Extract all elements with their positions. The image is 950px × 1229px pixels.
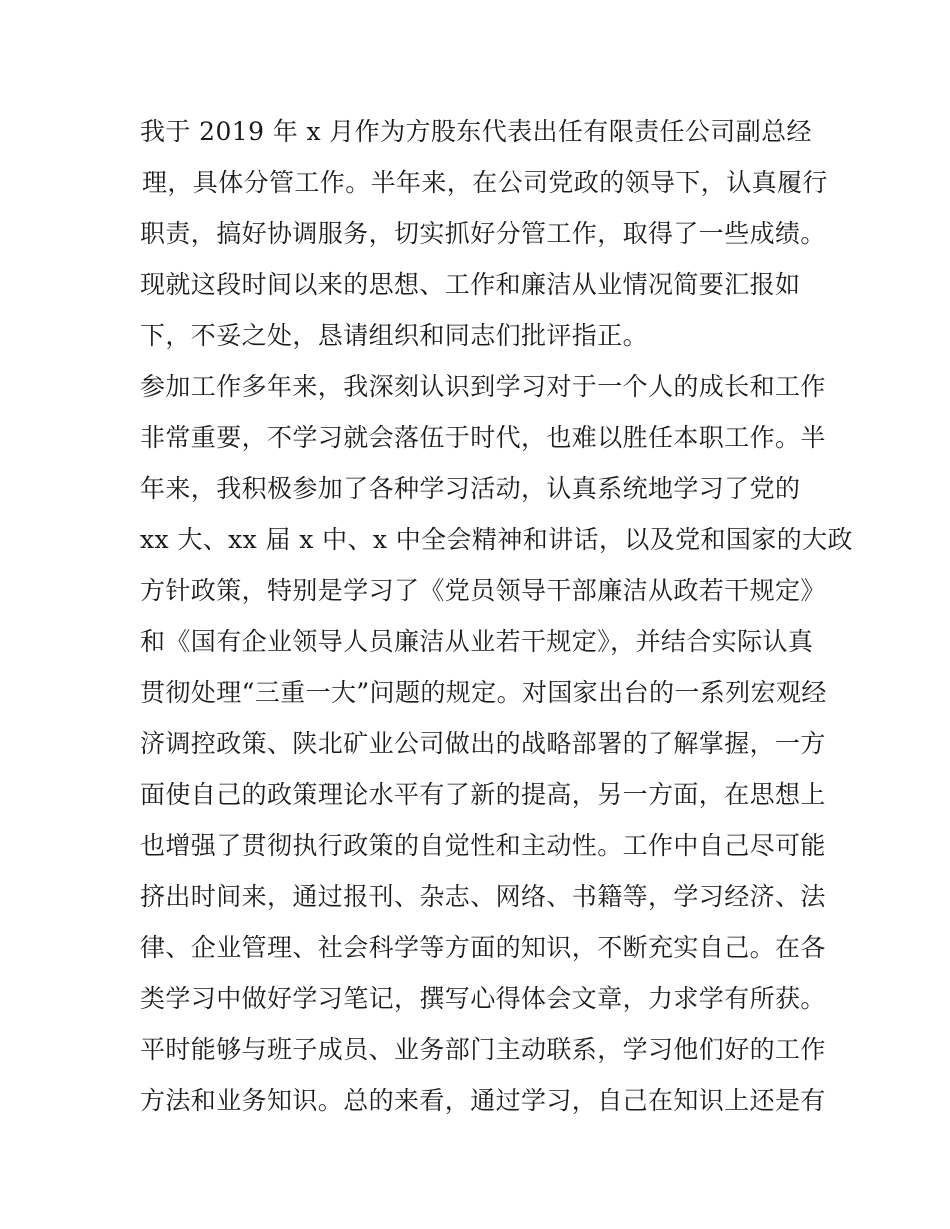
paragraph-1 xyxy=(140,106,830,361)
paragraph-line: 和《国有企业领导人员廉洁从业若干规定》，并结合实际认真 xyxy=(140,627,814,656)
paragraph-line: 平时能够与班子成员、业务部门主动联系，学习他们好的工作 xyxy=(140,1035,826,1064)
paragraph-line: 类学习中做好学习笔记，撰写心得体会文章，力求学有所获。 xyxy=(140,984,826,1013)
paragraph-line: 理，具体分管工作。半年来，在公司党政的领导下，认真履行 xyxy=(142,168,828,197)
paragraph-line: 我于 2019 年 x 月作为方股东代表出任有限责任公司副总经 xyxy=(140,117,812,146)
paragraph-2 xyxy=(140,361,853,1126)
paragraph-line: 也增强了贯彻执行政策的自觉性和主动性。工作中自己尽可能 xyxy=(140,831,826,860)
paragraph-line: 挤出时间来，通过报刊、杂志、网络、书籍等，学习经济、法 xyxy=(140,882,826,911)
paragraph-line: 下，不妥之处，恳请组织和同志们批评指正。 xyxy=(140,321,649,350)
paragraph-line: xx 大、xx 届 x 中、x 中全会精神和讲话，以及党和国家的大政 xyxy=(140,525,853,554)
paragraph-line: 贯彻处理“三重一大”问题的规定。对国家出台的一系列宏观经 xyxy=(140,678,827,707)
paragraph-line: 职责，搞好协调服务，切实抓好分管工作，取得了一些成绩。 xyxy=(140,219,826,248)
paragraph-line: 参加工作多年来，我深刻认识到学习对于一个人的成长和工作 xyxy=(140,372,826,401)
paragraph-line: 非常重要，不学习就会落伍于时代，也难以胜任本职工作。半 xyxy=(140,423,826,452)
body-text xyxy=(140,106,853,1126)
paragraph-line: 方针政策，特别是学习了《党员领导干部廉洁从政若干规定》 xyxy=(140,576,826,605)
paragraph-line: 方法和业务知识。总的来看，通过学习，自己在知识上还是有 xyxy=(140,1086,826,1115)
paragraph-line: 年来，我积极参加了各种学习活动，认真系统地学习了党的 xyxy=(140,474,801,503)
paragraph-line: 现就这段时间以来的思想、工作和廉洁从业情况简要汇报如 xyxy=(140,270,801,299)
paragraph-line: 律、企业管理、社会科学等方面的知识，不断充实自己。在各 xyxy=(140,933,826,962)
paragraph-line: 面使自己的政策理论水平有了新的提高，另一方面，在思想上 xyxy=(140,780,826,809)
paragraph-line: 济调控政策、陕北矿业公司做出的战略部署的了解掌握，一方 xyxy=(140,729,826,758)
